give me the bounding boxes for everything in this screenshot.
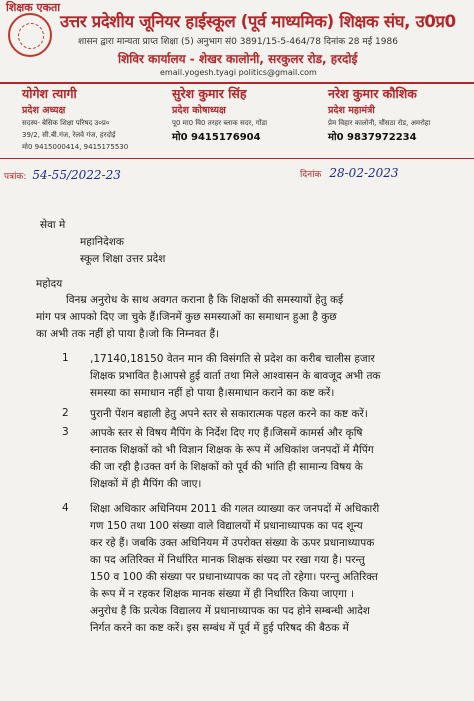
point-line: शिक्षा अधिकार अधिनियम 2011 की गलत व्याख्या कर जनपदों में अधिकारी	[90, 503, 380, 515]
bearer-designation: प्रदेश अध्यक्ष	[22, 105, 66, 116]
point-line: निर्गत करने का कष्ट करें। इस सम्बंध में पूर्व में हुई परिषद की बैठक में	[90, 622, 349, 634]
addressee-line-1: सेवा मे	[40, 219, 66, 231]
point-line: 150 व 100 की संख्या पर प्रधानाध्यापक का पद तो रहेगा। परन्तु अतिरिक्त	[90, 571, 378, 583]
reference-number	[4, 168, 121, 182]
office-bearer-general-secretary	[328, 85, 468, 155]
bearer-address: सदस्य- बेसिक शिक्षा परिषद उ०प्र०	[22, 119, 110, 127]
bearer-name: योगेश त्यागी	[22, 86, 77, 101]
association-seal-logo	[8, 13, 52, 57]
bearer-phone: मो0 9415176904	[172, 132, 261, 143]
organization-name: उत्तर प्रदेशीय जूनियर हाईस्कूल (पूर्व माध्यमिक) शिक्षक संघ, उ0प्र0	[60, 12, 456, 31]
camp-office-address: शिविर कार्यालय - शेखर कालोनी, सरकुलर रोड, हरदोई	[118, 52, 358, 66]
office-bearers	[0, 85, 474, 155]
point-line: अनुरोध है कि प्रत्येक विद्यालय में प्रधानाध्यापक का पद होने सम्बन्धी आदेश	[90, 605, 370, 617]
office-bearer-treasurer	[172, 85, 302, 155]
email-address: email.yogesh.tyagi politics@gmail.com	[160, 68, 317, 77]
point-line: समस्या का समाधान नहीं हो पाया है।समाधान कराने का कष्ट करें।	[90, 387, 335, 399]
point-number: 3	[62, 426, 69, 438]
intro-line: का अभी तक नहीं हो पाया है।जो कि निम्नवत हैं।	[36, 328, 220, 340]
point-number: 4	[62, 502, 69, 514]
point-line: पुरानी पेंशन बहाली हेतु अपने स्तर से सकारात्मक पहल करने का कष्ट करें।	[90, 408, 368, 420]
reference-value: 54-55/2022-23	[32, 168, 121, 182]
point-line: आपके स्तर से विषय मैपिंग के निर्देश दिए गए हैं।जिसमें कामर्स और कृषि	[90, 427, 363, 439]
bearer-address: प्रेम विहार कालोनी, चौंसठा रोड, अमरोहा	[328, 119, 431, 127]
registration-line: शासन द्वारा मान्यता प्राप्त शिक्षा (5) अनुभाग सं0 3891/15-5-464/78 दिनांक 28 मई 1986	[78, 37, 398, 47]
point-line: शिक्षकों में ही मैपिंग की जाए।	[90, 478, 202, 490]
addressee-line-2: महानिदेशक	[80, 236, 124, 248]
point-line: ,17140,18150 वेतन मान की विसंगति से प्रदेश का करीब चालीस हजार	[90, 353, 375, 365]
point-number: 2	[62, 407, 69, 419]
bearer-divider	[0, 158, 474, 159]
point-line: की जा रही है।उक्त वर्ग के शिक्षकों को पूर्व की भांति ही सामान्य विषय के	[90, 461, 363, 473]
bearer-phone: मो0 9837972234	[328, 132, 417, 143]
office-bearer-president	[22, 85, 142, 155]
addressee-line-3: स्कूल शिक्षा उत्तर प्रदेश	[80, 253, 166, 265]
point-number: 1	[62, 352, 69, 364]
date-value: 28-02-2023	[329, 166, 399, 180]
bearer-designation: प्रदेश कोषाध्यक्ष	[172, 105, 226, 116]
point-line: का पद अतिरिक्त में निर्धारित मानक शिक्षक संख्या पर रखा गया है। परन्तु	[90, 554, 365, 566]
point-line: शिक्षक प्रभावित है।आपसे हुई वार्ता तथा मिले आश्वासन के बावजूद अभी तक	[90, 370, 381, 382]
bearer-name: नरेश कुमार कौशिक	[328, 86, 417, 101]
point-line: कर रहे हैं। जबकि उक्त अधिनियम में उपरोक्त संख्या के ऊपर प्रधानाध्यापक	[90, 537, 375, 549]
salutation: महोदय	[36, 278, 63, 290]
intro-line: मांग पत्र आपको दिए जा चुके हैं।जिनमें कुछ समस्याओं का समाधान हुआ है कुछ	[36, 311, 337, 323]
header-divider	[0, 82, 474, 84]
point-line: गण 150 तथा 100 संख्या वाले विद्यालयों में प्रधानाध्यापक का पद शून्य	[90, 520, 363, 532]
intro-line: विनम्र अनुरोध के साथ अवगत कराना है कि शिक्षकों की समस्यायों हेतु कई	[66, 294, 344, 306]
point-line: के रूप में न रहकर शिक्षक मानक संख्या में ही निर्धारित किया जाएगा ।	[90, 588, 355, 600]
bearer-phone: मो0 9415000414, 9415175530	[22, 143, 129, 151]
bearer-name: सुरेश कुमार सिंह	[172, 86, 247, 101]
bearer-address: पू0 मा0 वि0 तरहर ब्लाक सदर, गोंडा	[172, 119, 268, 127]
bearer-designation: प्रदेश महामंत्री	[328, 105, 375, 116]
unity-banner: शिक्षक एकता	[6, 1, 61, 14]
letter-date	[300, 166, 399, 180]
date-label: दिनांक	[300, 170, 322, 180]
reference-label: पत्रांक:	[4, 172, 27, 182]
point-line: स्नातक शिक्षकों को भी विज्ञान शिक्षक के रूप में अधिकांश जनपदों में मैपिंग	[90, 444, 374, 456]
bearer-address-2: 39/2, सी.बी.गंज, रेलवे गंज, हरदोई	[22, 131, 116, 139]
